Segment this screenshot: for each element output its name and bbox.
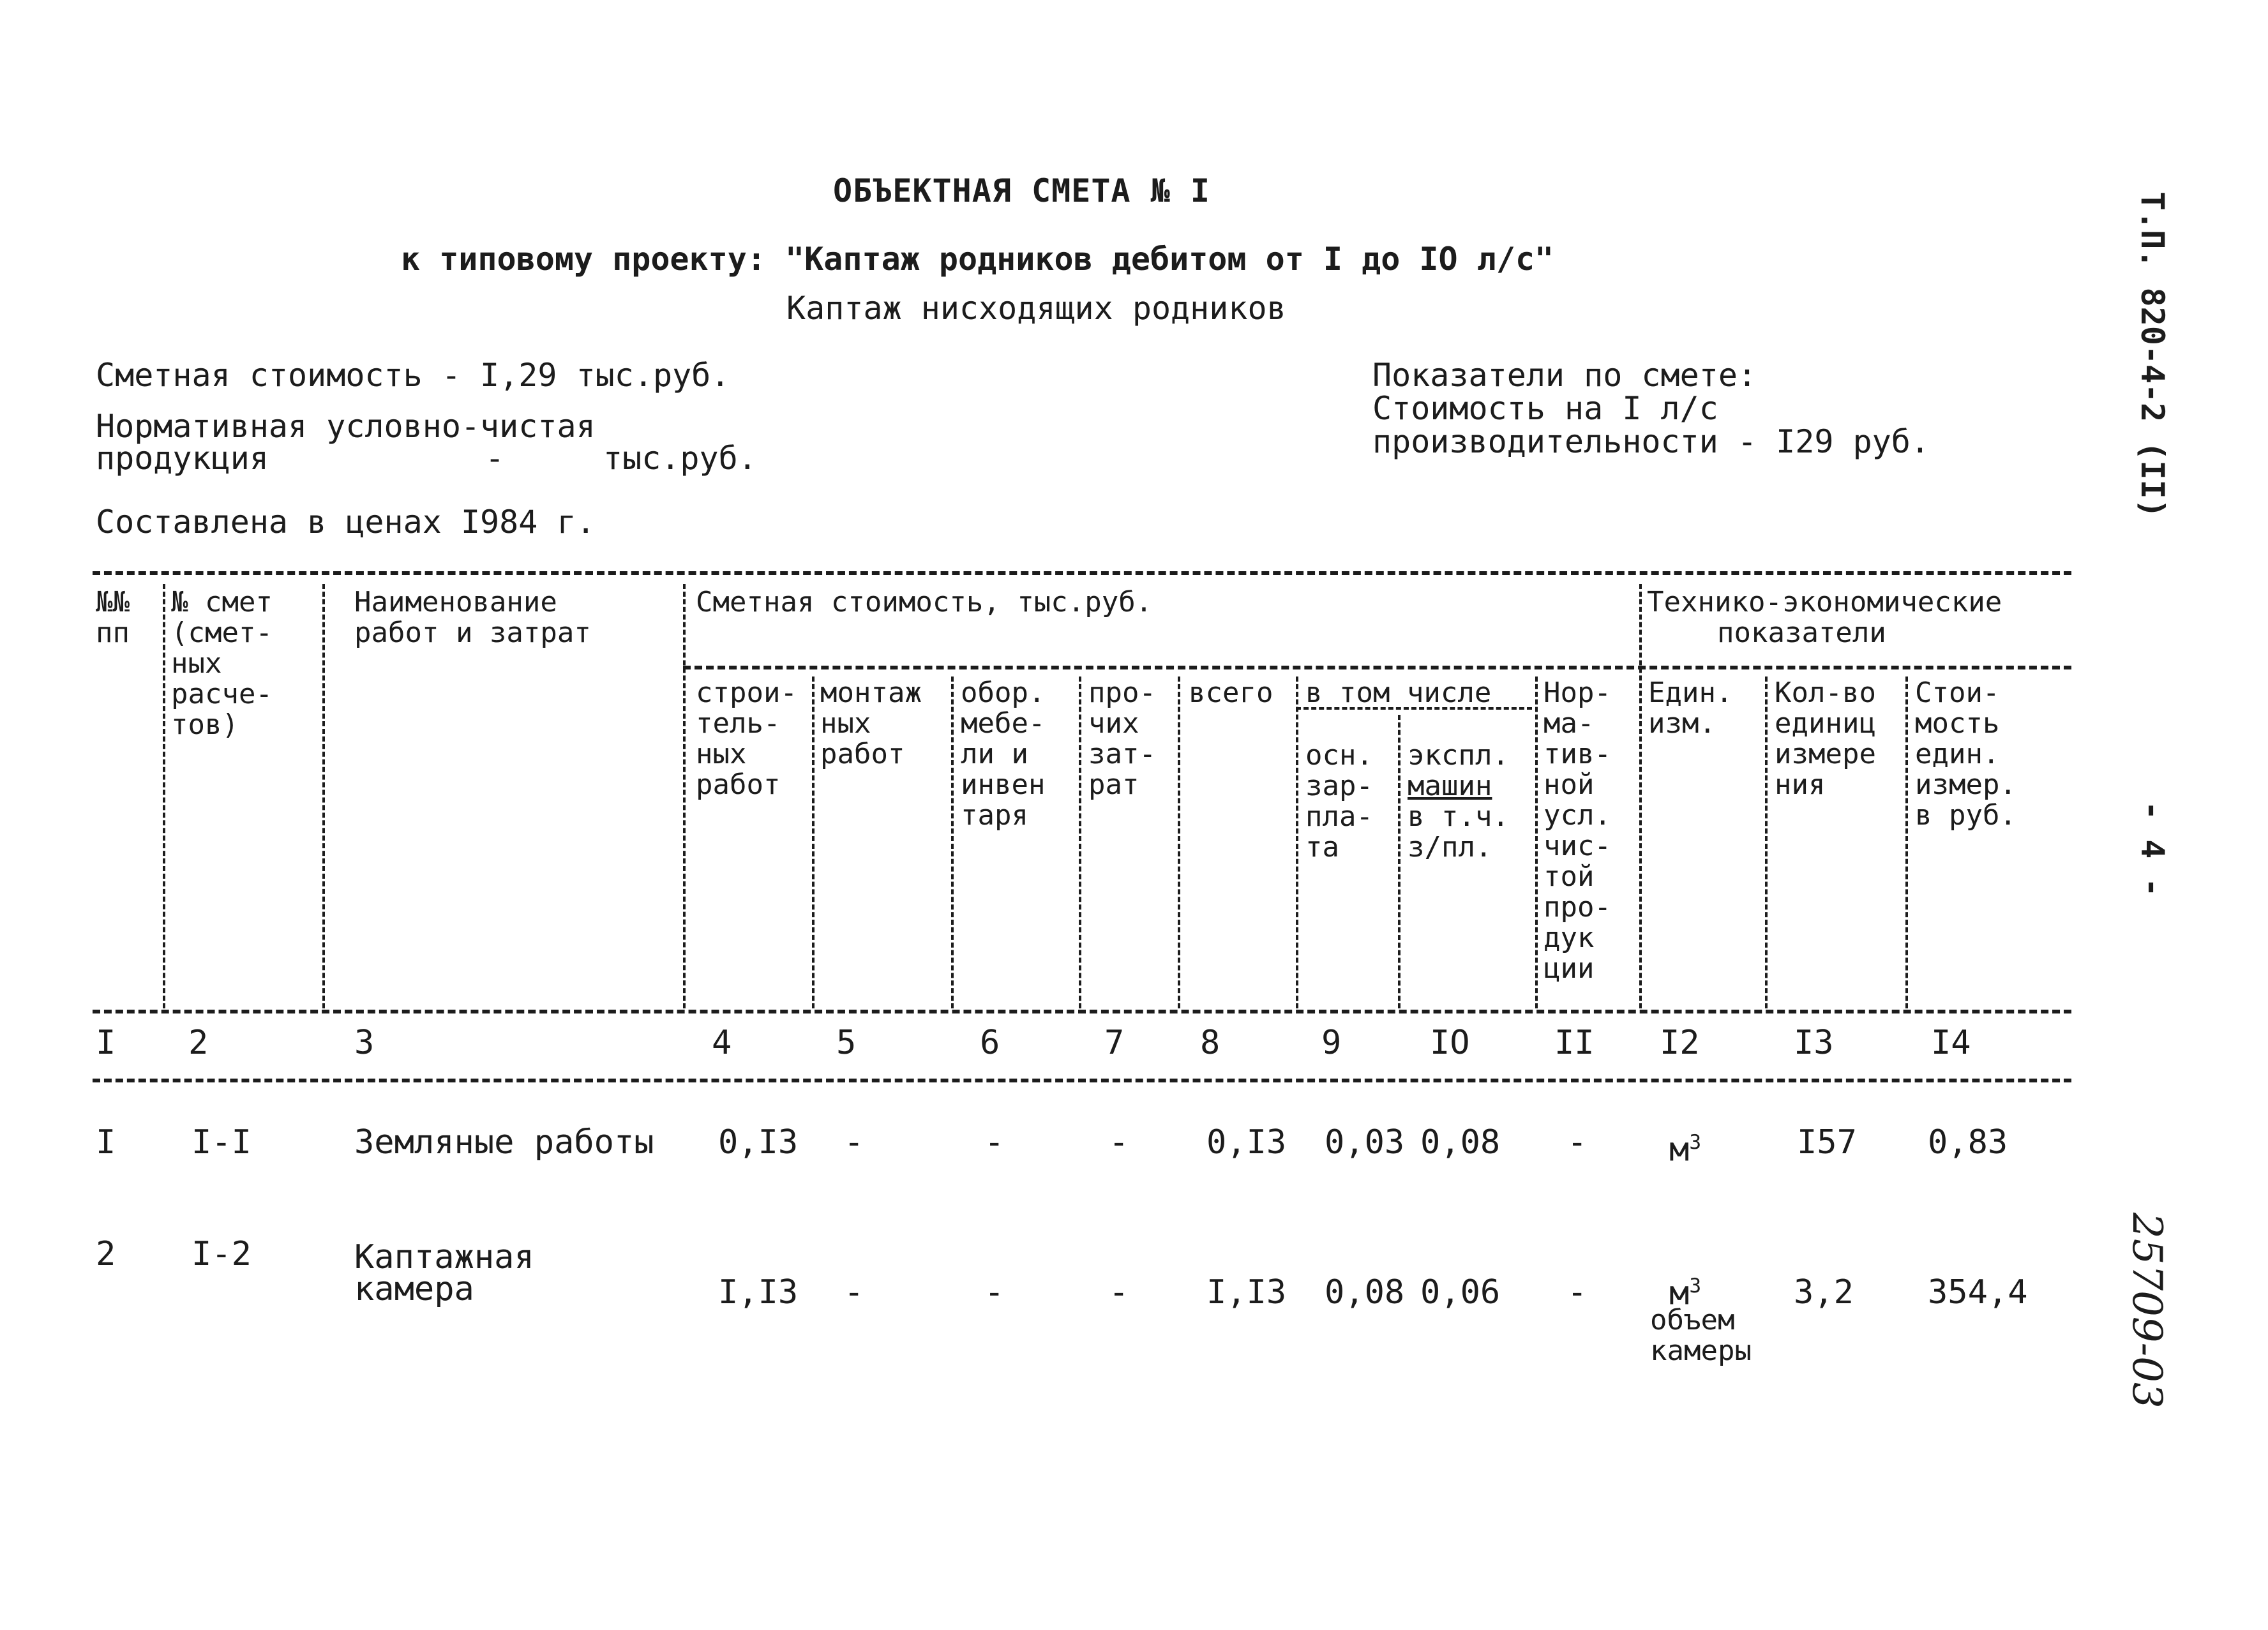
colnum-11: II <box>1554 1024 1595 1062</box>
row-machines: 0,08 <box>1420 1123 1501 1162</box>
row-total-cost: 0,I3 <box>1206 1123 1287 1162</box>
col-sep-2 <box>322 584 325 1008</box>
row-estimate: I-I <box>192 1123 252 1162</box>
colnum-1: I <box>96 1024 116 1062</box>
row-name: Каптажная камера <box>354 1238 534 1308</box>
colnum-4: 4 <box>712 1024 732 1062</box>
row-num: I <box>96 1123 116 1162</box>
col-sep-6 <box>1079 677 1081 1008</box>
prices-year: Составлена в ценах I984 г. <box>96 504 596 541</box>
row-build-cost: I,I3 <box>718 1273 799 1312</box>
header-col-3: Наименование работ и затрат <box>354 586 591 649</box>
colnum-3: 3 <box>354 1024 375 1062</box>
row-unit-cost: 0,83 <box>1928 1123 2008 1162</box>
document-subtitle: Каптаж нисходящих родников <box>786 290 1286 327</box>
row-wage: 0,08 <box>1325 1273 1405 1312</box>
colnum-2: 2 <box>188 1024 209 1062</box>
header-col-13: Кол-во единиц измере ния <box>1775 677 1876 801</box>
colnum-7: 7 <box>1104 1024 1125 1062</box>
page-number: - 4 - <box>2134 801 2171 897</box>
col-sep-12 <box>1765 677 1768 1008</box>
col-sep-3 <box>683 584 686 1008</box>
col-sep-1 <box>163 584 165 1008</box>
header-group-tech: Технико-экономические показатели <box>1647 586 2002 649</box>
row-wage: 0,03 <box>1325 1123 1405 1162</box>
row-equip-cost: - <box>984 1273 1005 1312</box>
row-equip-cost: - <box>984 1123 1005 1162</box>
row-mount-cost: - <box>844 1123 864 1162</box>
header-col-1: №№ пп <box>96 586 130 649</box>
header-col-8: всего <box>1189 677 1273 709</box>
col-sep-4 <box>812 677 815 1008</box>
colnum-9: 9 <box>1321 1024 1342 1062</box>
side-code: Т.П. 820-4-2 (II) <box>2134 191 2171 518</box>
row-total-cost: I,I3 <box>1206 1273 1287 1312</box>
row-mount-cost: - <box>844 1273 864 1312</box>
colnum-10: IO <box>1430 1024 1470 1062</box>
normative-product-name: продукция <box>96 440 269 477</box>
row-machines: 0,06 <box>1420 1273 1501 1312</box>
row-name: Земляные работы <box>354 1123 654 1162</box>
normative-product-label: Нормативная условно-чистая <box>96 408 596 445</box>
indicators-title: Показатели по смете: <box>1372 357 1757 394</box>
document-title: ОБЪЕКТНАЯ СМЕТА № I <box>833 172 1210 209</box>
header-including: в том числе <box>1305 677 1492 709</box>
colnum-8: 8 <box>1200 1024 1220 1062</box>
colnum-14: I4 <box>1931 1024 1971 1062</box>
row-norm-product: - <box>1567 1123 1588 1162</box>
header-group-cost: Сметная стоимость, тыс.руб. <box>696 586 1153 618</box>
row-unit-cost: 354,4 <box>1928 1273 2028 1312</box>
numbers-bottom-rule <box>93 1079 2071 1082</box>
header-col-6: обор. мебе- ли и инвен таря <box>961 677 1046 832</box>
row-quantity: 3,2 <box>1794 1273 1854 1312</box>
col-sep-8 <box>1296 677 1298 1008</box>
row-estimate: I-2 <box>192 1235 252 1273</box>
row-num: 2 <box>96 1235 116 1273</box>
header-col-9: осн. зар- пла- та <box>1305 739 1373 864</box>
row-norm-product: - <box>1567 1273 1588 1312</box>
col-sep-7 <box>1178 677 1180 1008</box>
colnum-6: 6 <box>980 1024 1000 1062</box>
normative-product-value: - <box>485 440 505 477</box>
row-unit: $м^3$ <box>1669 1130 1702 1169</box>
header-col-7: про- чих зат- рат <box>1088 677 1156 801</box>
header-subrule <box>683 666 2071 669</box>
header-col-5: монтаж ных работ <box>820 677 922 770</box>
colnum-5: 5 <box>836 1024 857 1062</box>
normative-product-unit: тыс.руб. <box>603 440 757 477</box>
header-col-4: строи- тель- ных работ <box>696 677 797 801</box>
row-build-cost: 0,I3 <box>718 1123 799 1162</box>
archive-stamp: 25709-03 <box>2123 1213 2170 1409</box>
estimated-cost: Сметная стоимость - I,29 тыс.руб. <box>96 357 730 394</box>
table-top-rule <box>93 571 2071 575</box>
row-other-cost: - <box>1109 1273 1129 1312</box>
row-unit: $м^3$ <box>1669 1274 1702 1313</box>
col-sep-10 <box>1535 677 1538 1008</box>
header-col-11: Нор- ма- тив- ной усл. чис- той про- дук ции <box>1543 677 1611 985</box>
header-col-10: экспл. машин в т.ч. з/пл. <box>1408 739 1509 864</box>
row-unit-note: объем камеры <box>1650 1304 1752 1367</box>
row-quantity: I57 <box>1797 1123 1857 1162</box>
col-sep-9 <box>1398 715 1401 1008</box>
colnum-12: I2 <box>1660 1024 1700 1062</box>
header-col-12: Един. изм. <box>1648 677 1733 740</box>
indicators-value: производительности - I29 руб. <box>1372 423 1930 460</box>
project-line: к типовому проекту: "Каптаж родников дебитом от I до IO л/с" <box>401 241 1554 278</box>
colnum-13: I3 <box>1794 1024 1834 1062</box>
header-bottom-rule <box>93 1010 2071 1013</box>
row-other-cost: - <box>1109 1123 1129 1162</box>
col-sep-13 <box>1905 677 1908 1008</box>
indicators-line: Стоимость на I л/с <box>1372 390 1718 427</box>
header-col-2: № смет (смет- ных расче- тов) <box>171 586 273 741</box>
col-sep-5 <box>951 677 954 1008</box>
col-sep-11 <box>1639 584 1642 1008</box>
header-col-14: Стои- мость един. измер. в руб. <box>1915 677 2016 832</box>
